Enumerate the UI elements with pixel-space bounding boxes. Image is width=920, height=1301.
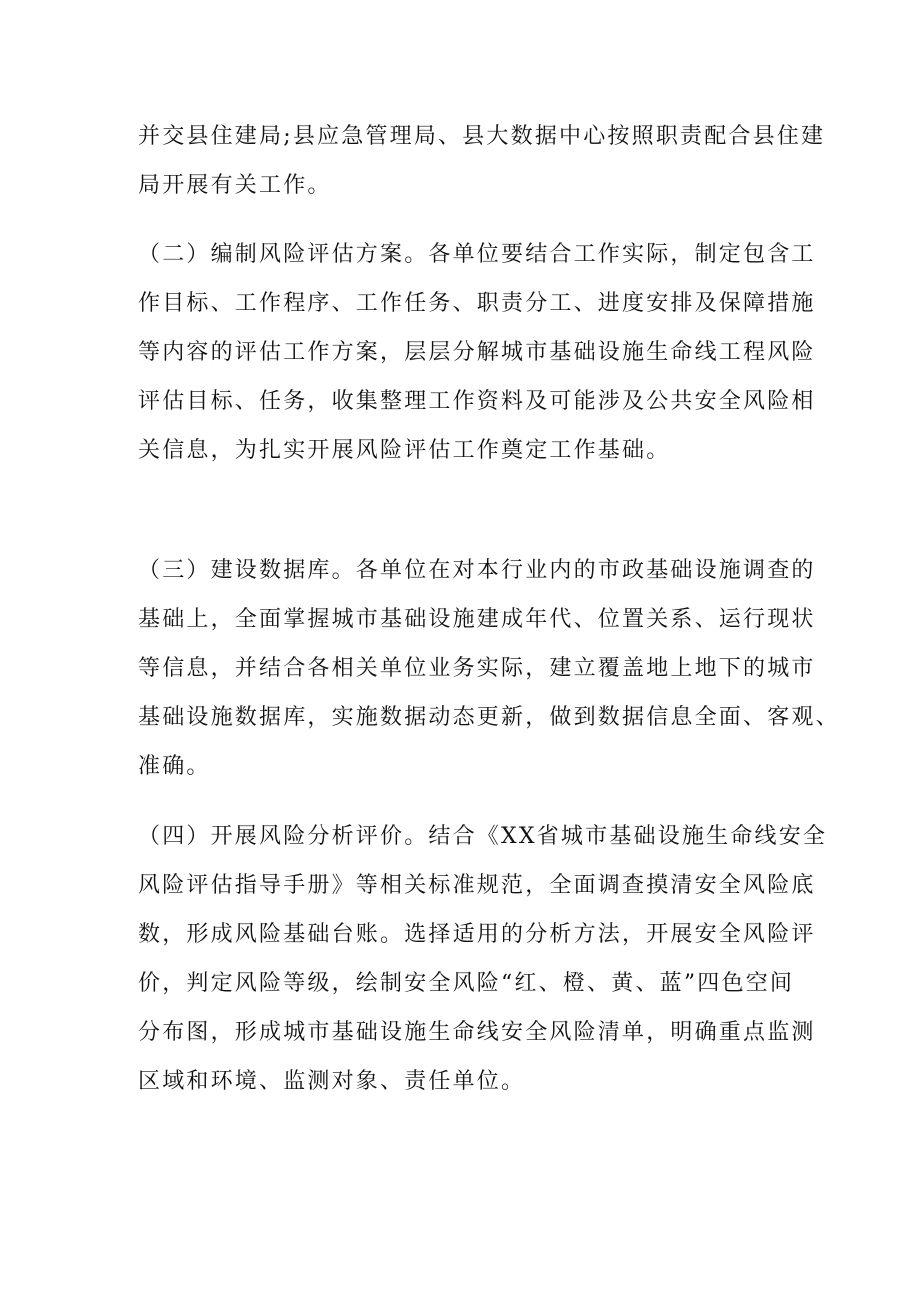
text-line: 风险评估指导手册》等相关标准规范，全面调查摸清安全风险底 <box>138 873 816 898</box>
text-line: 评估目标、任务，收集整理工作资料及可能涉及公共安全风险相 <box>138 389 816 414</box>
text-line: 区域和环境、监测对象、责任单位。 <box>138 1069 526 1094</box>
paragraph-risk-analysis <box>138 812 828 1106</box>
text-line: 基础设施数据库，实施数据动态更新，做到数据信息全面、客观、 <box>138 705 840 730</box>
text-line: （二）编制风险评估方案。各单位要结合工作实际，制定包含工 <box>138 242 816 267</box>
text-line: 作目标、工作程序、工作任务、职责分工、进度安排及保障措施 <box>138 291 816 316</box>
paragraph-build-database <box>138 546 840 791</box>
text-line: （三）建设数据库。各单位在对本行业内的市政基础设施调查的 <box>138 558 816 583</box>
text-line: 基础上，全面掌握城市基础设施建成年代、位置关系、运行现状 <box>138 607 816 632</box>
text-line: 价，判定风险等级，绘制安全风险“红、橙、黄、蓝”四色空间 <box>138 971 795 996</box>
text-line: （四）开展风险分析评价。结合《XX省城市基础设施生命线安全 <box>138 824 828 849</box>
paragraph-continuation <box>138 112 826 210</box>
text-line: 等内容的评估工作方案，层层分解城市基础设施生命线工程风险 <box>138 340 816 365</box>
text-line: 准确。 <box>138 754 211 779</box>
text-line: 数，形成风险基础台账。选择适用的分析方法，开展安全风险评 <box>138 922 816 947</box>
text-line: 关信息，为扎实开展风险评估工作奠定工作基础。 <box>138 438 671 463</box>
text-line: 等信息，并结合各相关单位业务实际，建立覆盖地上地下的城市 <box>138 656 816 681</box>
text-line: 并交县住建局;县应急管理局、县大数据中心按照职责配合县住建 <box>138 124 826 149</box>
paragraph-risk-assessment-plan <box>138 230 816 475</box>
text-line: 局开展有关工作。 <box>138 173 332 198</box>
text-line: 分布图，形成城市基础设施生命线安全风险清单，明确重点监测 <box>138 1020 816 1045</box>
